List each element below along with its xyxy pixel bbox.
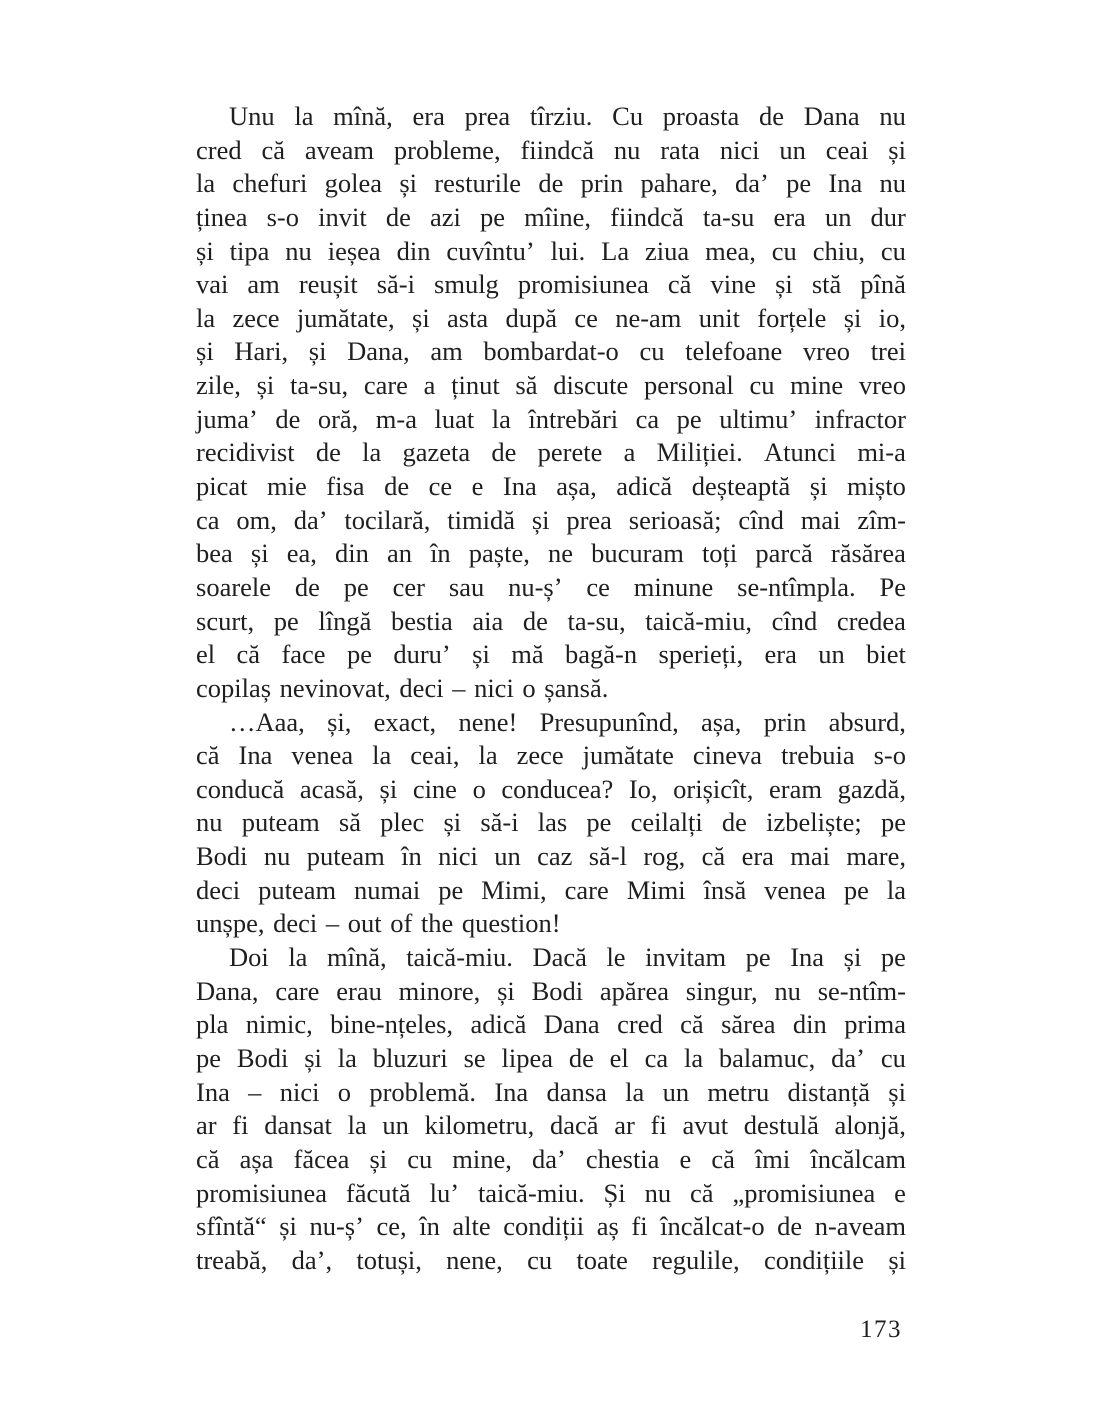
text-line: Ina – nici o problemă. Ina dansa la un metru distanță și	[196, 1076, 906, 1107]
text-line: unșpe, deci – out of the question!	[196, 908, 561, 939]
text-line: picat mie fisa de ce e Ina așa, adică deșteaptă și mișto	[196, 471, 906, 502]
text-line: că așa făcea și cu mine, da’ chestia e că îmi încălcam	[196, 1143, 906, 1174]
text-line: și Hari, și Dana, am bombardat-o cu telefoane vreo trei	[196, 336, 906, 367]
text-line: conducă acasă, și cine o conducea? Io, orișicît, eram gazdă,	[196, 773, 906, 804]
text-line: soarele de pe cer sau nu-ș’ ce minune se-ntîmpla. Pe	[196, 571, 906, 602]
text-line: Dana, care erau minore, și Bodi apărea singur, nu se-ntîm-	[196, 975, 906, 1006]
text-line: nu puteam să plec și să-i las pe ceilalți de izbeliște; pe	[196, 807, 906, 838]
text-line: și tipa nu ieșea din cuvîntu’ lui. La ziua mea, cu chiu, cu	[196, 235, 906, 266]
text-line: vai am reușit să-i smulg promisiunea că vine și stă pînă	[196, 269, 906, 300]
text-line: ar fi dansat la un kilometru, dacă ar fi avut destulă alonjă,	[196, 1110, 906, 1141]
text-line: pla nimic, bine-nțeles, adică Dana cred că sărea din prima	[196, 1009, 906, 1040]
text-line: Doi la mînă, taică-miu. Dacă le invitam pe Ina și pe	[229, 942, 906, 973]
text-line: că Ina venea la ceai, la zece jumătate cineva trebuia s-o	[196, 740, 906, 771]
page-number: 173	[860, 1316, 902, 1343]
text-line: la chefuri golea și resturile de prin pahare, da’ pe Ina nu	[196, 168, 906, 199]
text-line: sfîntă“ și nu-ș’ ce, în alte condiții aș fi încălcat-o de n-aveam	[196, 1211, 906, 1242]
text-line: ca om, da’ tocilară, timidă și prea serioasă; cînd mai zîm-	[196, 504, 906, 535]
text-line: deci puteam numai pe Mimi, care Mimi însă venea pe la	[196, 874, 906, 905]
text-line: promisiunea făcută lu’ taică-miu. Și nu că „promisiunea e	[196, 1177, 906, 1208]
text-line: bea și ea, din an în paște, ne bucuram toți parcă răsărea	[196, 538, 906, 569]
paragraph	[196, 706, 906, 941]
text-line: el că face pe duru’ și mă bagă-n sperieți, era un biet	[196, 639, 906, 670]
text-line: juma’ de oră, m-a luat la întrebări ca pe ultimu’ infractor	[196, 403, 906, 434]
text-line: zile, și ta-su, care a ținut să discute personal cu mine vreo	[196, 370, 906, 401]
text-line: …Aaa, și, exact, nene! Presupunînd, așa, prin absurd,	[229, 706, 906, 737]
paragraph	[196, 941, 906, 1277]
text-line: Bodi nu puteam în nici un caz să-l rog, că era mai mare,	[196, 841, 906, 872]
text-line: ținea s-o invit de azi pe mîine, fiindcă ta-su era un dur	[196, 201, 906, 232]
text-line: treabă, da’, totuși, nene, cu toate regulile, condițiile și	[196, 1244, 906, 1275]
text-block	[196, 100, 906, 1277]
text-line: la zece jumătate, și asta după ce ne-am unit forțele și io,	[196, 302, 906, 333]
text-line: scurt, pe lîngă bestia aia de ta-su, taică-miu, cînd credea	[196, 605, 906, 636]
text-line: pe Bodi și la bluzuri se lipea de el ca la balamuc, da’ cu	[196, 1042, 906, 1073]
paragraph	[196, 100, 906, 706]
text-line: copilaș nevinovat, deci – nici o șansă.	[196, 672, 609, 703]
text-line: Unu la mînă, era prea tîrziu. Cu proasta de Dana nu	[229, 101, 906, 131]
text-line: recidivist de la gazeta de perete a Miliției. Atunci mi-a	[196, 437, 906, 468]
text-line: cred că aveam probleme, fiindcă nu rata nici un ceai și	[196, 134, 906, 165]
